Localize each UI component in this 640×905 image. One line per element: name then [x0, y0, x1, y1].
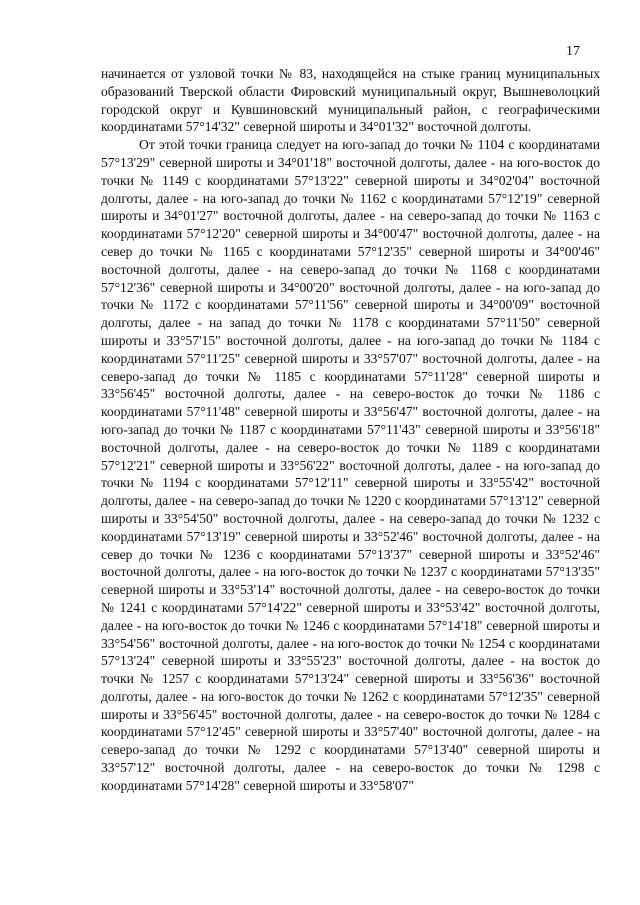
document-body — [101, 65, 600, 795]
paragraph-boundary-description: От этой точки граница следует на юго-запад до точки № 1104 с координатами 57°13'29" северной широты и 34°01'18" восточной долготы, далее - на юго-восток до точки № 1149 с координатами 57°13'22" северной широты и 34°02'04" восточной долготы, далее - на юго-запад до точки № 1162 с координатами 57°12'19" северной широты и 34°01'27" восточной долготы, далее - на северо-запад до точки № 1163 с координатами 57°12'20" северной широты и 34°00'47" восточной долготы, далее - на север до точки № 1165 с координатами 57°12'35" северной широты и 34°00'46" восточной долготы, далее - на северо-запад до точки № 1168 с координатами 57°12'36" северной широты и 34°00'20" восточной долготы, далее - на юго-запад до точки № 1172 с координатами 57°11'56" северной широты и 34°00'09" восточной долготы, далее - на запад до точки № 1178 с координатами 57°11'50" северной широты и 33°57'15" восточной долготы, далее - на юго-запад до точки № 1184 с координатами 57°11'25" северной широты и 33°57'07" восточной долготы, далее - на северо-запад до точки № 1185 с координатами 57°11'28" северной широты и 33°56'45" восточной долготы, далее - на северо-восток до точки № 1186 с координатами 57°11'48" северной широты и 33°56'47" восточной долготы, далее - на юго-запад до точки № 1187 с координатами 57°11'43" северной широты и 33°56'18" восточной долготы, далее - на северо-восток до точки № 1189 с координатами 57°12'21" северной широты и 33°56'22" восточной долготы, далее - на юго-запад до точки № 1194 с координатами 57°12'11" северной широты и 33°55'42" восточной долготы, далее - на северо-запад до точки № 1220 с координатами 57°13'12" северной широты и 33°54'50" восточной долготы, далее - на северо-запад до точки № 1232 с координатами 57°13'19" северной широты и 33°52'46" восточной долготы, далее - на север до точки № 1236 с координатами 57°13'37" северной широты и 33°52'46" восточной долготы, далее - на юго-восток до точки № 1237 с координатами 57°13'35" северной широты и 33°53'14" восточной долготы, далее - на северо-восток до точки № 1241 с координатами 57°14'22" северной широты и 33°53'42" восточной долготы, далее - на юго-восток до точки № 1246 с координатами 57°14'18" северной широты и 33°54'56" восточной долготы, далее - на юго-восток до точки № 1254 с координатами 57°13'24" северной широты и 33°55'23" восточной долготы, далее - на восток до точки № 1257 с координатами 57°13'24" северной широты и 33°56'36" восточной долготы, далее - на юго-восток до точки № 1262 с координатами 57°12'35" северной широты и 33°56'45" восточной долготы, далее - на северо-восток до точки № 1284 с координатами 57°12'45" северной широты и 33°57'40" восточной долготы, далее - на северо-запад до точки № 1292 с координатами 57°13'40" северной широты и 33°57'12" восточной долготы, далее - на северо-восток до точки № 1298 с координатами 57°14'28" северной широты и 33°58'07" — [101, 137, 600, 793]
paragraph-start-point: начинается от узловой точки № 83, находящейся на стыке границ муниципальных образований Тверской области Фировский муниципальный округ, Вышневолоцкий городской округ и Кувшиновский муниципальный район, с географическими координатами 57°14'32" северной широты и 34°01'32" восточной долготы. — [101, 66, 600, 135]
page-number: 17 — [566, 44, 580, 59]
